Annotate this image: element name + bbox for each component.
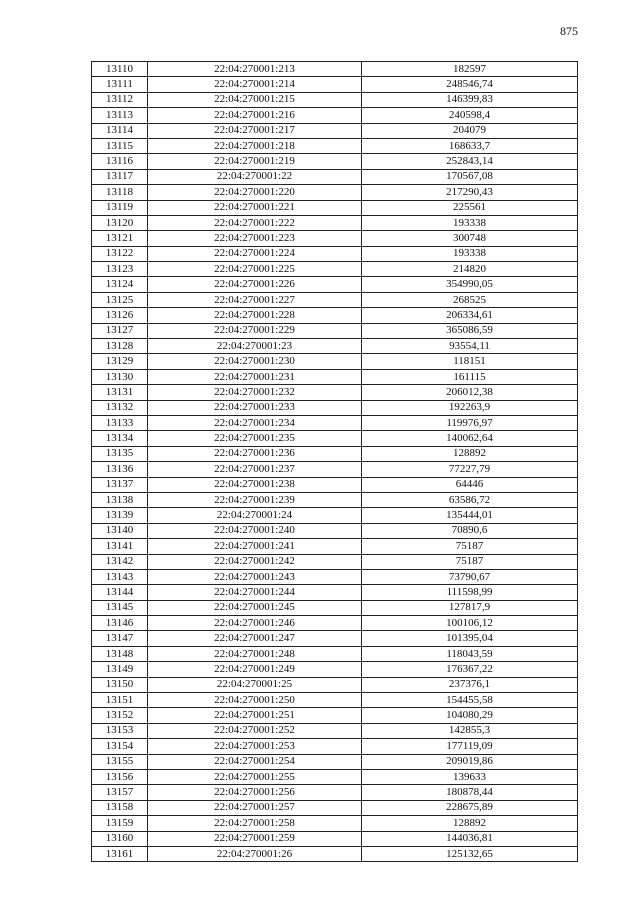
table-row [92, 369, 578, 384]
value-cell: 146399,83 [362, 92, 578, 107]
cadastral-number-cell: 22:04:270001:220 [148, 185, 362, 200]
table-row [92, 308, 578, 323]
table-row [92, 185, 578, 200]
cadastral-number-cell: 22:04:270001:243 [148, 569, 362, 584]
table-row [92, 554, 578, 569]
value-cell: 268525 [362, 292, 578, 307]
table-row [92, 108, 578, 123]
value-cell: 154455,58 [362, 693, 578, 708]
cadastral-number-cell: 22:04:270001:252 [148, 723, 362, 738]
row-number-cell: 13117 [92, 169, 148, 184]
value-cell: 240598,4 [362, 108, 578, 123]
value-cell: 214820 [362, 262, 578, 277]
table-row [92, 339, 578, 354]
value-cell: 93554,11 [362, 339, 578, 354]
row-number-cell: 13131 [92, 385, 148, 400]
value-cell: 192263,9 [362, 400, 578, 415]
row-number-cell: 13110 [92, 62, 148, 77]
table-row [92, 246, 578, 261]
cadastral-number-cell: 22:04:270001:26 [148, 846, 362, 861]
row-number-cell: 13132 [92, 400, 148, 415]
table-row [92, 92, 578, 107]
cadastral-number-cell: 22:04:270001:247 [148, 631, 362, 646]
row-number-cell: 13121 [92, 231, 148, 246]
value-cell: 228675,89 [362, 800, 578, 815]
table-row [92, 62, 578, 77]
value-cell: 125132,65 [362, 846, 578, 861]
value-cell: 142855,3 [362, 723, 578, 738]
cadastral-number-cell: 22:04:270001:257 [148, 800, 362, 815]
cadastral-number-cell: 22:04:270001:248 [148, 646, 362, 661]
value-cell: 64446 [362, 477, 578, 492]
value-cell: 127817,9 [362, 600, 578, 615]
table-row [92, 123, 578, 138]
cadastral-number-cell: 22:04:270001:219 [148, 154, 362, 169]
cadastral-number-cell: 22:04:270001:244 [148, 585, 362, 600]
row-number-cell: 13124 [92, 277, 148, 292]
table-row [92, 277, 578, 292]
cadastral-number-cell: 22:04:270001:217 [148, 123, 362, 138]
page-number: 875 [560, 24, 578, 38]
row-number-cell: 13122 [92, 246, 148, 261]
table-row [92, 77, 578, 92]
value-cell: 128892 [362, 446, 578, 461]
table-row [92, 169, 578, 184]
cadastral-number-cell: 22:04:270001:258 [148, 816, 362, 831]
row-number-cell: 13114 [92, 123, 148, 138]
cadastral-number-cell: 22:04:270001:254 [148, 754, 362, 769]
value-cell: 100106,12 [362, 616, 578, 631]
table-row [92, 477, 578, 492]
row-number-cell: 13143 [92, 569, 148, 584]
cadastral-number-cell: 22:04:270001:240 [148, 523, 362, 538]
row-number-cell: 13118 [92, 185, 148, 200]
cadastral-number-cell: 22:04:270001:255 [148, 769, 362, 784]
row-number-cell: 13156 [92, 769, 148, 784]
value-cell: 73790,67 [362, 569, 578, 584]
cadastral-number-cell: 22:04:270001:230 [148, 354, 362, 369]
cadastral-number-cell: 22:04:270001:213 [148, 62, 362, 77]
row-number-cell: 13155 [92, 754, 148, 769]
row-number-cell: 13148 [92, 646, 148, 661]
value-cell: 176367,22 [362, 662, 578, 677]
value-cell: 252843,14 [362, 154, 578, 169]
value-cell: 144036,81 [362, 831, 578, 846]
row-number-cell: 13144 [92, 585, 148, 600]
row-number-cell: 13150 [92, 677, 148, 692]
cadastral-number-cell: 22:04:270001:245 [148, 600, 362, 615]
row-number-cell: 13160 [92, 831, 148, 846]
row-number-cell: 13161 [92, 846, 148, 861]
table-row [92, 446, 578, 461]
cadastral-number-cell: 22:04:270001:22 [148, 169, 362, 184]
cadastral-number-cell: 22:04:270001:253 [148, 739, 362, 754]
table-row [92, 508, 578, 523]
value-cell: 168633,7 [362, 138, 578, 153]
cadastral-number-cell: 22:04:270001:226 [148, 277, 362, 292]
table-row [92, 539, 578, 554]
cadastral-number-cell: 22:04:270001:234 [148, 415, 362, 430]
row-number-cell: 13119 [92, 200, 148, 215]
cadastral-number-cell: 22:04:270001:225 [148, 262, 362, 277]
value-cell: 206334,61 [362, 308, 578, 323]
table-row [92, 262, 578, 277]
table-row [92, 616, 578, 631]
value-cell: 225561 [362, 200, 578, 215]
table-row [92, 600, 578, 615]
row-number-cell: 13123 [92, 262, 148, 277]
value-cell: 204079 [362, 123, 578, 138]
row-number-cell: 13149 [92, 662, 148, 677]
value-cell: 63586,72 [362, 492, 578, 507]
value-cell: 365086,59 [362, 323, 578, 338]
table-row [92, 677, 578, 692]
cadastral-number-cell: 22:04:270001:242 [148, 554, 362, 569]
cadastral-number-cell: 22:04:270001:227 [148, 292, 362, 307]
table-row [92, 492, 578, 507]
row-number-cell: 13146 [92, 616, 148, 631]
cadastral-number-cell: 22:04:270001:229 [148, 323, 362, 338]
table-row [92, 292, 578, 307]
value-cell: 75187 [362, 539, 578, 554]
table-row [92, 385, 578, 400]
value-cell: 248546,74 [362, 77, 578, 92]
row-number-cell: 13115 [92, 138, 148, 153]
value-cell: 119976,97 [362, 415, 578, 430]
row-number-cell: 13130 [92, 369, 148, 384]
row-number-cell: 13142 [92, 554, 148, 569]
row-number-cell: 13133 [92, 415, 148, 430]
table-row [92, 846, 578, 861]
value-cell: 111598,99 [362, 585, 578, 600]
cadastral-number-cell: 22:04:270001:237 [148, 462, 362, 477]
row-number-cell: 13141 [92, 539, 148, 554]
row-number-cell: 13152 [92, 708, 148, 723]
table-row [92, 154, 578, 169]
cadastral-number-cell: 22:04:270001:224 [148, 246, 362, 261]
cadastral-number-cell: 22:04:270001:251 [148, 708, 362, 723]
row-number-cell: 13139 [92, 508, 148, 523]
cadastral-number-cell: 22:04:270001:232 [148, 385, 362, 400]
value-cell: 70890,6 [362, 523, 578, 538]
row-number-cell: 13125 [92, 292, 148, 307]
value-cell: 193338 [362, 215, 578, 230]
value-cell: 209019,86 [362, 754, 578, 769]
cadastral-number-cell: 22:04:270001:215 [148, 92, 362, 107]
row-number-cell: 13140 [92, 523, 148, 538]
cadastral-number-cell: 22:04:270001:239 [148, 492, 362, 507]
cadastral-number-cell: 22:04:270001:25 [148, 677, 362, 692]
row-number-cell: 13134 [92, 431, 148, 446]
value-cell: 177119,09 [362, 739, 578, 754]
value-cell: 206012,38 [362, 385, 578, 400]
row-number-cell: 13154 [92, 739, 148, 754]
cadastral-number-cell: 22:04:270001:241 [148, 539, 362, 554]
value-cell: 140062,64 [362, 431, 578, 446]
table-row [92, 723, 578, 738]
value-cell: 354990,05 [362, 277, 578, 292]
table-row [92, 800, 578, 815]
table-row [92, 739, 578, 754]
cadastral-number-cell: 22:04:270001:249 [148, 662, 362, 677]
table-row [92, 462, 578, 477]
row-number-cell: 13136 [92, 462, 148, 477]
value-cell: 104080,29 [362, 708, 578, 723]
cadastral-number-cell: 22:04:270001:221 [148, 200, 362, 215]
value-cell: 170567,08 [362, 169, 578, 184]
row-number-cell: 13127 [92, 323, 148, 338]
table-row [92, 354, 578, 369]
value-cell: 128892 [362, 816, 578, 831]
cadastral-number-cell: 22:04:270001:216 [148, 108, 362, 123]
row-number-cell: 13135 [92, 446, 148, 461]
row-number-cell: 13120 [92, 215, 148, 230]
table-row [92, 585, 578, 600]
row-number-cell: 13112 [92, 92, 148, 107]
value-cell: 101395,04 [362, 631, 578, 646]
value-cell: 217290,43 [362, 185, 578, 200]
value-cell: 300748 [362, 231, 578, 246]
table-row [92, 400, 578, 415]
cadastral-number-cell: 22:04:270001:231 [148, 369, 362, 384]
row-number-cell: 13126 [92, 308, 148, 323]
row-number-cell: 13159 [92, 816, 148, 831]
row-number-cell: 13147 [92, 631, 148, 646]
cadastral-number-cell: 22:04:270001:218 [148, 138, 362, 153]
table-row [92, 138, 578, 153]
cadastral-number-cell: 22:04:270001:24 [148, 508, 362, 523]
row-number-cell: 13128 [92, 339, 148, 354]
row-number-cell: 13157 [92, 785, 148, 800]
cadastral-number-cell: 22:04:270001:238 [148, 477, 362, 492]
cadastral-number-cell: 22:04:270001:236 [148, 446, 362, 461]
table-row [92, 523, 578, 538]
value-cell: 75187 [362, 554, 578, 569]
row-number-cell: 13145 [92, 600, 148, 615]
cadastral-number-cell: 22:04:270001:235 [148, 431, 362, 446]
cadastral-number-cell: 22:04:270001:222 [148, 215, 362, 230]
table-row [92, 431, 578, 446]
table-row [92, 646, 578, 661]
table-row [92, 323, 578, 338]
cadastral-number-cell: 22:04:270001:250 [148, 693, 362, 708]
cadastral-number-cell: 22:04:270001:256 [148, 785, 362, 800]
cadastral-number-cell: 22:04:270001:246 [148, 616, 362, 631]
table-row [92, 662, 578, 677]
row-number-cell: 13138 [92, 492, 148, 507]
table-row [92, 231, 578, 246]
value-cell: 77227,79 [362, 462, 578, 477]
cadastral-number-cell: 22:04:270001:214 [148, 77, 362, 92]
table-row [92, 831, 578, 846]
value-cell: 182597 [362, 62, 578, 77]
table-row [92, 785, 578, 800]
cadastral-number-cell: 22:04:270001:233 [148, 400, 362, 415]
table-row [92, 693, 578, 708]
value-cell: 180878,44 [362, 785, 578, 800]
value-cell: 161115 [362, 369, 578, 384]
value-cell: 237376,1 [362, 677, 578, 692]
table-row [92, 708, 578, 723]
cadastral-number-cell: 22:04:270001:228 [148, 308, 362, 323]
table-row [92, 754, 578, 769]
value-cell: 139633 [362, 769, 578, 784]
cadastral-number-cell: 22:04:270001:259 [148, 831, 362, 846]
table-row [92, 569, 578, 584]
row-number-cell: 13153 [92, 723, 148, 738]
row-number-cell: 13111 [92, 77, 148, 92]
value-cell: 118151 [362, 354, 578, 369]
cadastral-number-cell: 22:04:270001:23 [148, 339, 362, 354]
table-row [92, 200, 578, 215]
row-number-cell: 13113 [92, 108, 148, 123]
row-number-cell: 13137 [92, 477, 148, 492]
row-number-cell: 13116 [92, 154, 148, 169]
value-cell: 193338 [362, 246, 578, 261]
row-number-cell: 13151 [92, 693, 148, 708]
table-row [92, 415, 578, 430]
registry-table [91, 61, 578, 862]
table-row [92, 215, 578, 230]
table-row [92, 816, 578, 831]
value-cell: 135444,01 [362, 508, 578, 523]
registry-table-body [92, 62, 578, 862]
row-number-cell: 13129 [92, 354, 148, 369]
table-row [92, 769, 578, 784]
value-cell: 118043,59 [362, 646, 578, 661]
row-number-cell: 13158 [92, 800, 148, 815]
table-row [92, 631, 578, 646]
cadastral-number-cell: 22:04:270001:223 [148, 231, 362, 246]
